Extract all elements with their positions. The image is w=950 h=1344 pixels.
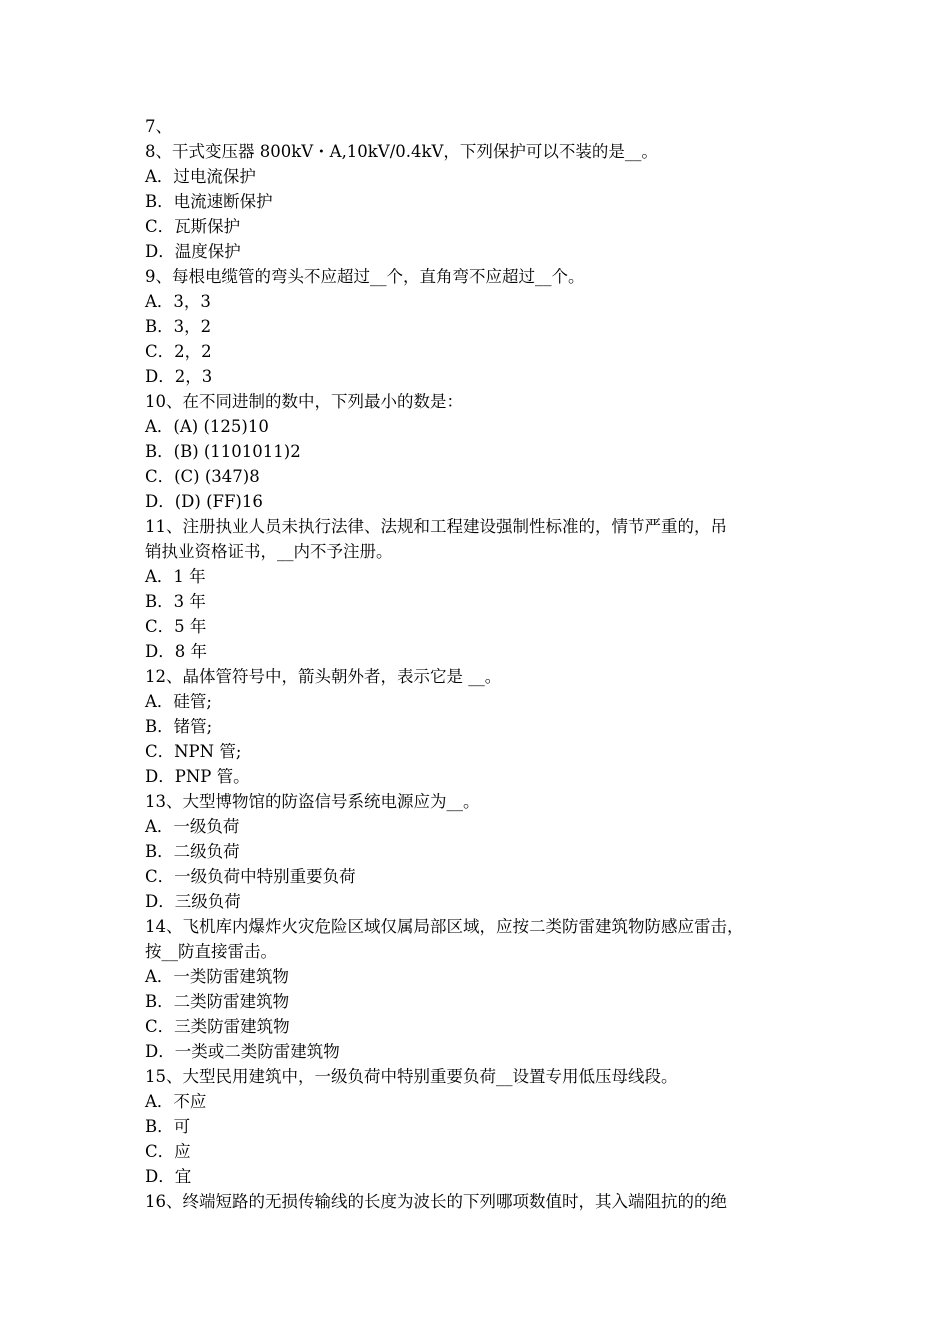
option-a: A．(A) (125)10 <box>145 417 269 436</box>
question-14 <box>145 914 810 1064</box>
question-11 <box>145 514 810 664</box>
option-c: C．三类防雷建筑物 <box>145 1017 290 1036</box>
question-text: 9、每根电缆管的弯头不应超过__个，直角弯不应超过__个。 <box>145 267 585 286</box>
question-list <box>145 114 810 1214</box>
option-c: C．应 <box>145 1142 191 1161</box>
option-a: A．硅管; <box>145 692 212 711</box>
option-c: C．NPN 管; <box>145 742 242 761</box>
option-a: A．不应 <box>145 1092 207 1111</box>
option-d: D．温度保护 <box>145 242 241 261</box>
question-text: 8、干式变压器 800kV・A,10kV/0.4kV，下列保护可以不装的是__。 <box>145 142 658 161</box>
option-a: A．3，3 <box>145 292 211 311</box>
option-b: B．电流速断保护 <box>145 192 273 211</box>
option-b: B．二级负荷 <box>145 842 240 861</box>
option-d: D．PNP 管。 <box>145 767 250 786</box>
question-text-continued: 按__防直接雷击。 <box>145 942 277 961</box>
question-text: 16、终端短路的无损传输线的长度为波长的下列哪项数值时，其入端阻抗的的绝 <box>145 1192 727 1211</box>
option-c: C．一级负荷中特别重要负荷 <box>145 867 356 886</box>
option-c: C．2，2 <box>145 342 212 361</box>
question-text: 13、大型博物馆的防盗信号系统电源应为__。 <box>145 792 480 811</box>
option-a: A．一级负荷 <box>145 817 240 836</box>
option-d: D．2，3 <box>145 367 213 386</box>
option-d: D．一类或二类防雷建筑物 <box>145 1042 340 1061</box>
option-d: D．(D) (FF)16 <box>145 492 263 511</box>
question-text-continued: 销执业资格证书，__内不予注册。 <box>145 542 393 561</box>
question-9 <box>145 264 810 389</box>
option-a: A．一类防雷建筑物 <box>145 967 289 986</box>
question-text: 14、飞机库内爆炸火灾危险区域仅属局部区域，应按二类防雷建筑物防感应雷击， <box>145 917 744 936</box>
option-d: D．8 年 <box>145 642 207 661</box>
question-text: 11、注册执业人员未执行法律、法规和工程建设强制性标准的，情节严重的，吊 <box>145 517 727 536</box>
question-7 <box>145 114 810 139</box>
option-b: B．二类防雷建筑物 <box>145 992 290 1011</box>
option-c: C．5 年 <box>145 617 207 636</box>
option-d: D．三级负荷 <box>145 892 241 911</box>
option-a: A．1 年 <box>145 567 206 586</box>
option-a: A．过电流保护 <box>145 167 256 186</box>
question-10 <box>145 389 810 514</box>
question-12 <box>145 664 810 789</box>
question-8 <box>145 139 810 264</box>
option-c: C．(C) (347)8 <box>145 467 260 486</box>
option-c: C．瓦斯保护 <box>145 217 241 236</box>
question-13 <box>145 789 810 914</box>
option-b: B．(B) (1101011)2 <box>145 442 301 461</box>
question-text: 12、晶体管符号中，箭头朝外者，表示它是 __。 <box>145 667 502 686</box>
option-b: B．3，2 <box>145 317 212 336</box>
question-text: 10、在不同进制的数中，下列最小的数是： <box>145 392 463 411</box>
option-b: B．锗管; <box>145 717 213 736</box>
question-15 <box>145 1064 810 1189</box>
question-text: 15、大型民用建筑中，一级负荷中特别重要负荷__设置专用低压母线段。 <box>145 1067 678 1086</box>
question-text: 7、 <box>145 117 172 136</box>
option-d: D．宜 <box>145 1167 192 1186</box>
option-b: B．可 <box>145 1117 191 1136</box>
question-16 <box>145 1189 810 1214</box>
option-b: B．3 年 <box>145 592 206 611</box>
